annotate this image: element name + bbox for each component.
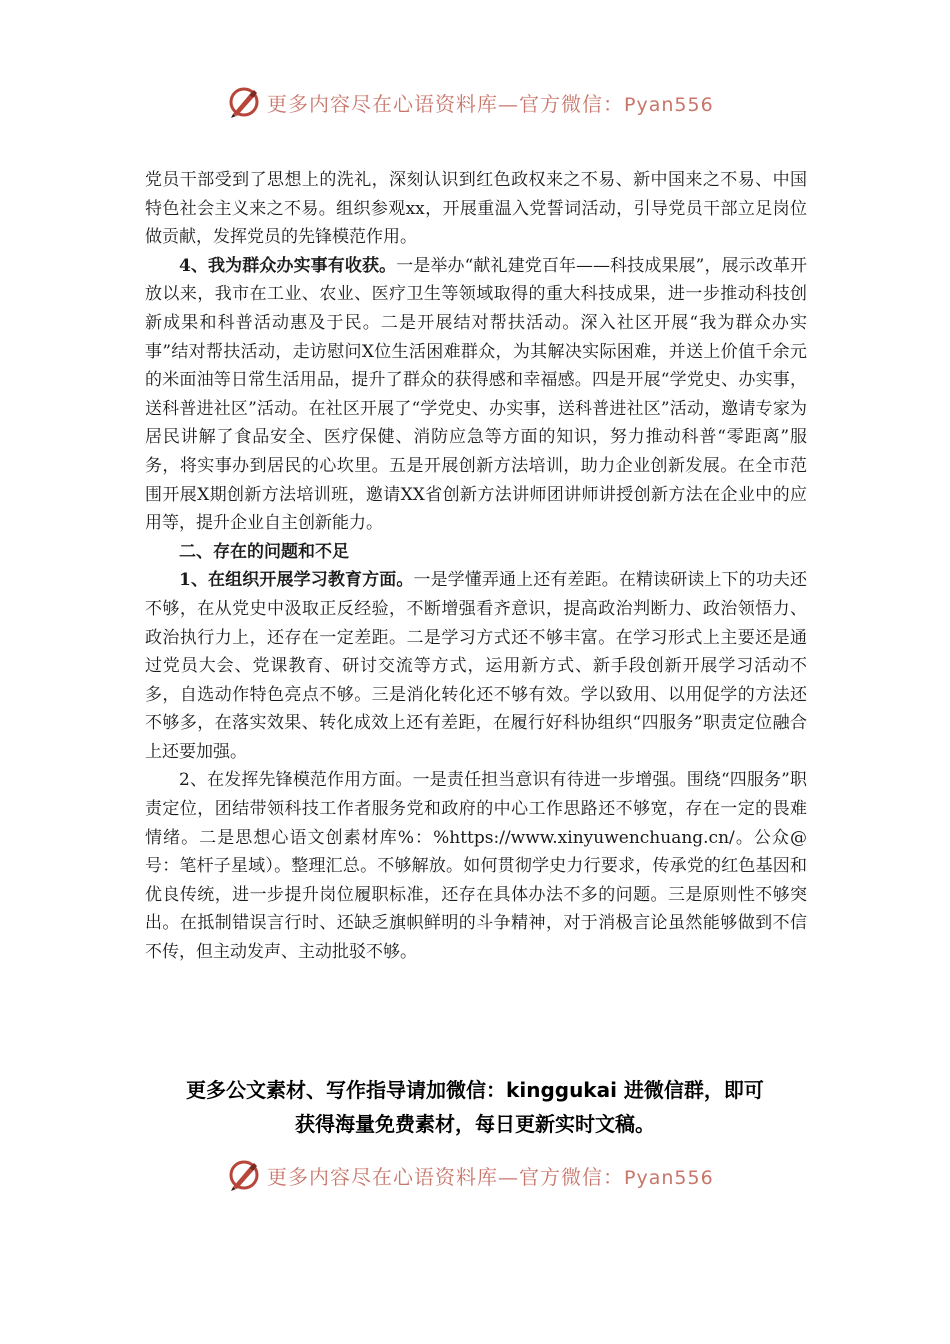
footer-wechat-id: Pyan556 (624, 1166, 714, 1189)
paragraph: 党员干部受到了思想上的洗礼，深刻认识到红色政权来之不易、新中国来之不易、中国特色社会主义来之不易。组织参观xx，开展重温入党誓词活动，引导党员干部立足岗位做贡献，发挥党员的先锋模范作用。 (145, 170, 807, 248)
section-heading: 二、存在的问题和不足 (179, 541, 349, 562)
header-wechat-id: Pyan556 (624, 93, 714, 116)
paragraph-lead: 4、我为群众办实事有收获。 (179, 255, 397, 276)
pen-logo-icon (227, 1158, 261, 1192)
paragraph: 1、在组织开展学习教育方面。一是学懂弄通上还有差距。在精读研读上下的功夫还不够，在从党史中汲取正反经验，不断增强看齐意识，提高政治判断力、政治领悟力、政治执行力上，还存在一定差距。二是学习方式还不够丰富。在学习形式上主要还是通过党员大会、党课教育、研讨交流等方式，运用新方式、新手段创新开展学习活动不多，自选动作特色亮点不够。三是消化转化还不够有效。学以致用、以用促学的方法还不够多，在落实效果、转化成效上还有差距，在履行好科协组织“四服务”职责定位融合上还要加强。 (145, 570, 808, 762)
header-banner (227, 82, 714, 122)
pen-logo-icon (227, 85, 261, 119)
footer-banner-text: 更多内容尽在心语资料库—官方微信：Pyan556 (267, 1164, 714, 1189)
footer-note-line: 更多公文素材、写作指导请加微信：kinggukai 进微信群，即可 (186, 1078, 764, 1102)
paragraph: 2、在发挥先锋模范作用方面。一是责任担当意识有待进一步增强。围绕“四服务”职责定位，团结带领科技工作者服务党和政府的中心工作思路还不够宽，存在一定的畏难情绪。二是思想心语文创素材库%：%https://www.xinyuwenchuang.cn/。公众@号：笔杆子星域）。整理汇总。不够解放。如何贯彻学史力行要求，传承党的红色基因和优良传统，进一步提升岗位履职标准，还存在具体办法不多的问题。三是原则性不够突出。在抵制错误言行时、还缺乏旗帜鲜明的斗争精神，对于消极言论虽然能够做到不信不传，但主动发声、主动批驳不够。 (145, 770, 807, 963)
paragraph: 4、我为群众办实事有收获。一是举办“献礼建党百年——科技成果展”，展示改革开放以来，我市在工业、农业、医疗卫生等领域取得的重大科技成果，进一步推动科技创新成果和科普活动惠及于民。二是开展结对帮扶活动。深入社区开展“我为群众办实事”结对帮扶活动，走访慰问X位生活困难群众，为其解决实际困难，并送上价值千余元的米面油等日常生活用品，提升了群众的获得感和幸福感。四是开展“学党史、办实事，送科普进社区”活动。在社区开展了“学党史、办实事，送科普进社区”活动，邀请专家为居民讲解了食品安全、医疗保健、消防应急等方面的知识，努力推动科普“零距离”服务，将实事办到居民的心坎里。五是开展创新方法培训，助力企业创新发展。在全市范围开展X期创新方法培训班，邀请XX省创新方法讲师团讲师讲授创新方法在企业中的应用等，提升企业自主创新能力。 (145, 255, 807, 534)
header-banner-text: 更多内容尽在心语资料库—官方微信：Pyan556 (267, 91, 714, 116)
paragraph-lead: 1、在组织开展学习教育方面。 (179, 570, 414, 591)
footer-note-line: 获得海量免费素材，每日更新实时文稿。 (295, 1112, 655, 1136)
document-body (145, 166, 807, 967)
footer-banner (227, 1155, 714, 1195)
footer-note (110, 1073, 840, 1141)
